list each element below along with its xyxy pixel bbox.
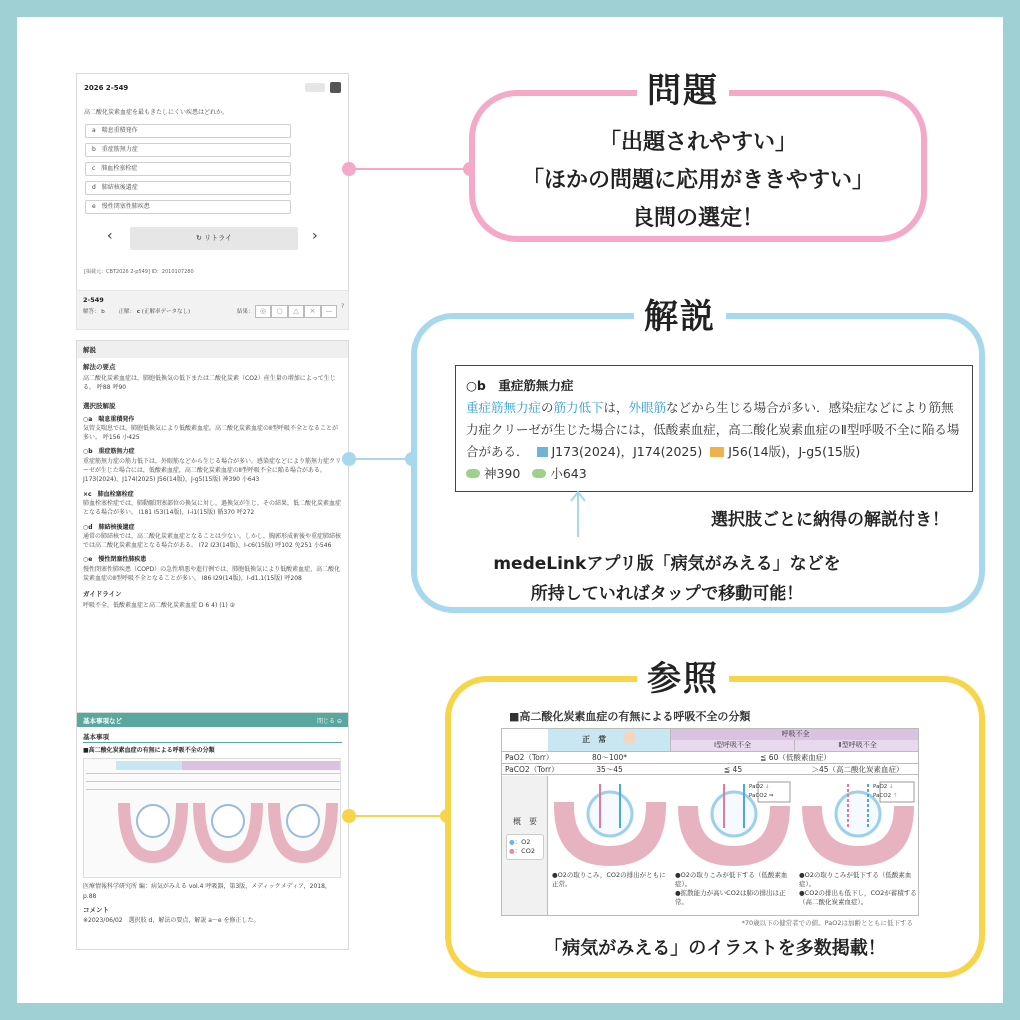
explain-title: 肺血栓塞栓症 [97, 490, 134, 498]
answer-row [83, 308, 190, 317]
arrow-label-type1 [749, 783, 773, 801]
excerpt-link-weakness[interactable]: 筋力低下 [553, 400, 604, 415]
reference-card [76, 712, 349, 950]
legend-co2: ：CO2 [514, 847, 535, 855]
excerpt-ref-2[interactable]: J56(14版)，J-g5(15版) [728, 444, 861, 459]
explanation-card [76, 340, 349, 723]
explain-mark: ○e [83, 556, 93, 564]
mini-alveoli-illustration [116, 793, 340, 865]
answer-bar [76, 290, 349, 330]
question-card [76, 73, 349, 298]
explain-title: 喘息重積発作 [98, 415, 135, 423]
excerpt-link-mg[interactable]: 重症筋無力症 [466, 400, 542, 415]
answer-value: b [101, 309, 105, 315]
choice-a[interactable]: a 喘息重積発作 [85, 124, 291, 138]
excerpt-text: などから生じる場合が多い．感染症などにより筋無力症クリーゼが生じた場合には，低酸素血症，高二酸化炭素血症のⅡ型呼吸不全に陥る場合がある． [466, 400, 960, 459]
correct-value: c [136, 309, 141, 315]
explain-item-a [83, 415, 342, 443]
explain-mark: ○b [83, 448, 93, 456]
summary-label-cell [502, 776, 548, 916]
explain-mark: ×c [83, 490, 92, 498]
canvas [17, 17, 1003, 1003]
arrow-label-type2 [873, 783, 897, 801]
choice-c[interactable]: c 肺血栓塞栓症 [85, 162, 291, 176]
legend-o2: ：O2 [514, 838, 531, 846]
yellow-dot-left [342, 809, 356, 823]
point-text: 高二酸化炭素血症は，肺胞低換気の低下または二酸化炭素（CO2）産生量の増加によって生じる。 呼88 呼90 [83, 375, 336, 392]
answer-id: 2-549 [83, 296, 104, 304]
reference-header-title: 基本事項など [83, 717, 122, 725]
pao2-tag: PaO2 [749, 784, 764, 790]
mieru-green-icon [532, 469, 546, 478]
guide-title: ガイドライン [83, 590, 122, 599]
result-circle-button[interactable]: ○ [271, 305, 287, 318]
explain-item-d [83, 523, 342, 551]
pao2-failure: ≦ 60（低酸素血症） [760, 753, 831, 762]
result-label: 結果： [237, 309, 254, 315]
problem-line-3: 良問の選定！ [631, 206, 764, 231]
o2-dot-icon: ● [509, 838, 515, 846]
excerpt-text: は， [603, 400, 629, 415]
correct-label: 正解： [118, 309, 136, 315]
desc-type1 [675, 871, 793, 907]
row-pao2 [502, 751, 919, 763]
reference-heading: 参照 [637, 651, 729, 700]
blue-dot-left [342, 452, 356, 466]
problem-callout [469, 90, 927, 242]
reference-source: 医療情報科学研究所 編：病気がみえる vol.4 呼吸器，第3版，メディックメディア，2018，p.88 [83, 883, 331, 900]
explanation-note-2 [457, 549, 877, 609]
explain-text[interactable]: 重症筋無力症の筋力低下は，外眼筋などから生じる場合が多い。感染症などにより筋無力症クリーゼが生じた場合には，低酸素血症，高二酸化炭素血症のⅡ型呼吸不全に陥る場合がある。 J173(2024)，J174(2025) J56(14版)，J-g5(15版) 神390 小643 [83, 457, 342, 484]
paco2-type2: ＞45（高二酸化炭素血症） [811, 765, 904, 774]
col-normal-head [548, 729, 671, 751]
legend-box [506, 834, 544, 860]
excerpt-body [466, 397, 962, 463]
reference-footnote: *70歳以下の健常者での値。PaO2は加齢とともに低下する [741, 919, 913, 927]
explanation-callout [411, 313, 985, 613]
reference-fig-title: ■高二酸化炭素血症の有無による呼吸不全の分類 [83, 747, 215, 754]
up-arrow-icon: ↑ [892, 793, 898, 799]
close-button[interactable] [317, 716, 342, 725]
up-arrow-icon [569, 489, 587, 539]
explanation-excerpt[interactable] [455, 365, 973, 492]
explain-text: 気管支喘息では，肺胞低換気により低酸素血症。高二酸化炭素血症のⅡ型呼吸不全となることが多い。 呼156 小425 [83, 424, 338, 442]
excerpt-link-eom[interactable]: 外眼筋 [628, 400, 667, 415]
reference-callout-fig-title: ■高二酸化炭素血症の有無による呼吸不全の分類 [509, 710, 751, 723]
col-normal-label: 正 常 [582, 735, 607, 744]
excerpt-title: ○b 重症筋無力症 [466, 378, 574, 393]
close-icon: ⊖ [336, 718, 342, 725]
answer-label: 解答： [83, 309, 100, 315]
doctor-icon [623, 731, 636, 744]
row-summary-label: 概 要 [513, 817, 537, 826]
reference-callout [445, 676, 985, 978]
row-paco2 [502, 763, 919, 775]
explain-title: 肺結核後遺症 [98, 523, 135, 531]
row-pao2-label: PaO2（Torr） [505, 753, 554, 762]
reference-header [77, 713, 348, 727]
alveoli-illustration [548, 776, 919, 868]
excerpt-text: の [541, 400, 554, 415]
explanation-heading: 解説 [634, 289, 726, 338]
explain-mark: ○a [83, 415, 93, 423]
choice-d[interactable]: d 肺結核後遺症 [85, 181, 291, 195]
paco2-tag: PaCO2 [749, 793, 768, 799]
problem-heading: 問題 [637, 63, 729, 112]
desc-type1-a: ●O2の取りこみが低下する（低酸素血症）。 [675, 871, 788, 888]
pao2-tag: PaO2 [873, 784, 888, 790]
right-arrow-icon: ⇒ [768, 793, 774, 799]
explanation-header: 解説 [77, 341, 348, 358]
down-arrow-icon: ↓ [765, 784, 770, 790]
close-label: 閉じる [317, 718, 336, 725]
tag-badge[interactable] [305, 83, 325, 92]
explanation-note-2-line-2: 所持していればタップで移動可能！ [530, 584, 804, 604]
desc-type1-b: ●拡散能力が高いCO2は肺の排出は正常。 [675, 889, 786, 906]
pink-dot-left [342, 162, 356, 176]
problem-lines [475, 124, 921, 238]
mieru-green-icon [466, 469, 480, 478]
col-failure-head: 呼吸不全 [671, 729, 919, 740]
yellow-connector [349, 815, 449, 817]
reference-mini-figure[interactable] [83, 758, 341, 878]
excerpt-ref-4[interactable]: 小643 [550, 466, 587, 481]
col-type2-head: Ⅱ型呼吸不全 [795, 740, 919, 751]
retry-icon: ↻ [196, 234, 202, 242]
reference-figure[interactable] [501, 728, 919, 916]
problem-line-2: 「ほかの問題に応用がききやすい」 [521, 168, 874, 193]
comment-title: コメント [83, 905, 109, 914]
desc-normal: ●O2の取りこみ，CO2の排出がともに正常。 [552, 871, 666, 888]
guide-text: 呼吸不全，低酸素血症と高二酸化炭素血症 D 6 4) (1) ② [83, 602, 236, 610]
pao2-normal: 80～100* [591, 753, 628, 762]
explain-item-b [83, 447, 342, 484]
rate-note: (正解率データなし) [141, 309, 191, 315]
question-id: 2026 2-549 [84, 84, 129, 92]
excerpt-ref-3[interactable]: 神390 [483, 466, 521, 481]
explain-item-e [83, 555, 342, 583]
co2-dot-icon: ● [509, 847, 515, 855]
row-paco2-label: PaCO2（Torr） [505, 765, 559, 774]
pink-connector [349, 168, 469, 170]
result-buttons [255, 305, 337, 318]
next-chevron-icon[interactable]: › [312, 228, 318, 244]
add-note-icon[interactable] [330, 82, 341, 93]
explanation-note-1: 選択肢ごとに納得の解説付き！ [711, 510, 949, 530]
explain-title: 慢性閉塞性肺疾患 [98, 556, 147, 564]
explain-text[interactable]: 肺血栓塞栓症では，肺動脈閉塞部位の換気に対し，過換気が生じ，その結果，低二酸化炭素血症となる場合が多い。 I181 I53(14版)，I-i1(15版) 循370 呼272 [83, 499, 342, 517]
result-cross-button[interactable]: × [304, 305, 320, 318]
paco2-type1: ≦ 45 [723, 765, 743, 774]
book-orange-icon [710, 447, 724, 457]
result-triangle-button[interactable]: △ [288, 305, 304, 318]
choice-e[interactable]: e 慢性閉塞性肺疾患 [85, 200, 291, 214]
result-dash-button[interactable]: — [321, 305, 337, 318]
explanation-note-2-line-1: medeLinkアプリ版「病気がみえる」などを [493, 554, 841, 574]
comment-text: ※2023/06/02 選択肢 d，解法の要点，解説 a～e を修正した。 [83, 916, 260, 924]
col-type1-head: Ⅰ型呼吸不全 [671, 740, 795, 751]
excerpt-ref-1[interactable]: J173(2024)，J174(2025) [551, 444, 703, 459]
book-icon [537, 447, 548, 457]
explain-mark: ○d [83, 523, 93, 531]
choice-explain-title: 選択肢解説 [83, 401, 116, 410]
question-stem: 高二酸化炭素血症を最もきたしにくい疾患はどれか。 [84, 109, 229, 116]
help-icon[interactable]: ? [341, 303, 345, 310]
prev-chevron-icon[interactable]: ‹ [107, 228, 113, 244]
excerpt-refs-row [466, 463, 962, 485]
question-footer: [掲載元：CBT2026 2-p549] ID：2010107280 [84, 269, 194, 275]
reference-caption: 「病気がみえる」のイラストを多数掲載！ [544, 938, 886, 959]
explain-text[interactable]: 通常の肺結核では，高二酸化炭素血症となることは少ない。しかし，胸郭形成術後や重症肺結核では高二酸化炭素血症となる場合がある。 I72 I23(14版)，I-c6(15版) 呼102 免251 小546 [83, 532, 342, 550]
desc-type2-b: ●CO2の排出も低下し，CO2が蓄積する（高二酸化炭素血症）。 [799, 889, 917, 906]
point-title: 解法の要点 [83, 363, 116, 371]
reference-sub-title: 基本事項 [83, 732, 342, 743]
explain-title: 重症筋無力症 [98, 448, 135, 456]
retry-label: リトライ [204, 234, 232, 242]
desc-type2 [799, 871, 917, 907]
down-arrow-icon: ↓ [889, 784, 894, 790]
explain-text[interactable]: 慢性閉塞性肺疾患（COPD）の急性増悪や進行例では，肺胞低換気により低酸素血症，高二酸化炭素血症のⅡ型呼吸不全となることが多い。 I86 I29(14版)，I-d1.1(15版) 呼208 [83, 565, 341, 583]
problem-line-1: 「出題されやすい」 [598, 130, 797, 155]
explain-item-c [83, 490, 342, 518]
choice-b[interactable]: b 重症筋無力症 [85, 143, 291, 157]
result-circle2-button[interactable]: ◎ [255, 305, 271, 318]
retry-button[interactable] [130, 227, 298, 250]
paco2-normal: 35～45 [596, 765, 623, 774]
paco2-tag: PaCO2 [873, 793, 892, 799]
desc-type2-a: ●O2の取りこみが低下する（低酸素血症）。 [799, 871, 912, 888]
